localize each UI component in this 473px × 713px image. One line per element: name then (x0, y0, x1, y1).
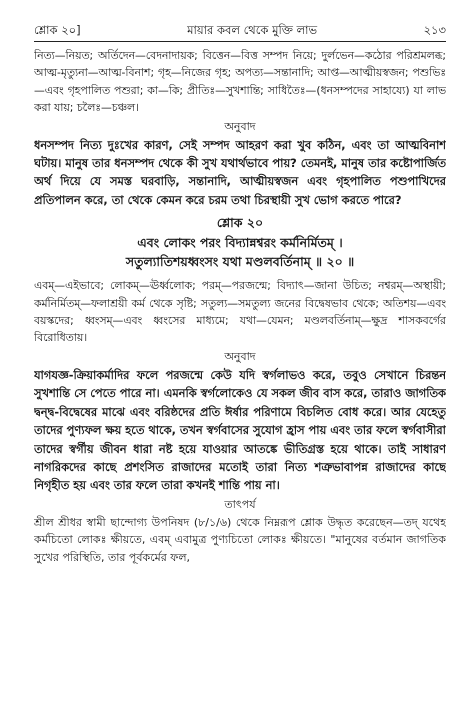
purport-heading: তাৎপর্য (224, 497, 256, 511)
header-rule (34, 41, 446, 42)
running-header (34, 22, 446, 39)
verse-block (34, 213, 446, 271)
verse-line-2: সতুল্যাতিশয়ধ্বংসং যথা মণ্ডলবর্তিনাম্ ॥ ২০ ॥ (125, 254, 355, 270)
word-meanings: এবম্—এইভাবে; লোকম্—ঊর্ধ্বলোক; পরম্—পরজন্মে; বিদ্যাৎ—জানা উচিত; নশ্বরম্—অস্থায়ী; কর্মনির্মিতম্—ফলাশ্রয়ী কর্ম থেকে সৃষ্টি; সতুল্য—সমতুল্য জনের বিদ্বেষভাব থেকে; অতিশয়—এবং বয়স্কদের; ধ্বংসম্—এবং ধ্বংসের মাধ্যমে; যথা—যেমন; মণ্ডলবর্তিনাম্—ক্ষুদ্র শাসকবর্গের বিরোধিতায়। (34, 279, 446, 345)
verse-line-1: এবং লোকং পরং বিদ্যান্নশ্বরং কর্মনির্মিতম্ । (137, 235, 343, 251)
translation-heading-2: অনুবাদ (224, 349, 256, 363)
header-verse-ref: শ্লোক ২০] (34, 23, 81, 37)
translation-heading: অনুবাদ (224, 119, 256, 133)
purport-text: শ্রীল শ্রীধর স্বামী ছান্দোগ্য উপনিষদ (৮/১/৬) থেকে নিম্নরূপ শ্লোক উদ্ধৃত করেছেন—তদ্ যথেহ কর্মচিতো লোকঃ ক্ষীয়তে, এবম্ এবামুত্র পুণ্যচিতো লোকঃ ক্ষীয়তে। "মানুষের বর্তমান জাগতিক সুখের পরিস্থিতি, তার পূর্বকর্মের ফল, (34, 515, 446, 564)
page-number: ২১৩ (423, 23, 446, 37)
translation-previous: ধনসম্পদ নিত্য দুঃখের কারণ, সেই সম্পদ আহরণ করা খুব কঠিন, এবং তা আত্মবিনাশ ঘটায়। মানুষ তার ধনসম্পদ থেকে কী সুখ যথার্থভাবে পায়? তেমনই, মানুষ তার কষ্টোপার্জিত অর্থ দিয়ে যে সমস্ত ঘরবাড়ি, সন্তানাদি, আত্মীয়স্বজন এবং গৃহপালিত পশুপাখিদের প্রতিপালন করে, তা থেকে কেমন করে চরম তথা চিরস্থায়ী সুখ ভোগ করতে পারে? (34, 137, 446, 207)
book-page (34, 22, 446, 694)
word-meanings-previous: নিত্য—নিয়ত; অর্তিদেন—বেদনাদায়ক; বিত্তেন—বিত্ত সম্পদ নিয়ে; দুর্লভেন—কঠোর পরিশ্রমলব্ধ; আত্ম-মৃত্যুনা—আত্ম-বিনাশ; গৃহ—নিজের গৃহ; অপত্য—সন্তানাদি; আপ্ত—আত্মীয়স্বজন; পশুভিঃ—এবং গৃহপালিত পশুরা; কা—কি; প্রীতিঃ—সুখশান্তি; সাধিতৈঃ—(ধনসম্পদের সাহায্যে) যা লাভ করা যায়; চলৈঃ—চঞ্চল। (34, 49, 446, 115)
header-chapter-title: মায়ার কবল থেকে মুক্তি লাভ (187, 23, 318, 37)
verse-number-heading: শ্লোক ২০ (216, 215, 264, 231)
translation: যাগযজ্ঞ-ক্রিয়াকর্মাদির ফলে পরজন্মে কেউ যদি স্বর্গলাভও করে, তবুও সেখানে চিরন্তন সুখশান্তি সে পেতে পারে না। এমনকি স্বর্গলোকেও যে সকল জীব বাস করে, তারাও জাগতিক দ্বন্দ্ব-বিদ্বেষের মাঝে এবং বরিষ্ঠদের প্রতি ঈর্ষার পরিণামে বিচলিত বোধ করে। আর যেহেতু তাদের পুণ্যফল ক্ষয় হতে থাকে, তখন স্বর্গবাসের সুযোগ হ্রাস পায় এবং তার ফলে স্বর্গবাসীরা তাদের স্বর্গীয় জীবন ধারা নষ্ট হয়ে যাওয়ার আতঙ্কে ভীতিগ্রস্ত হয়ে থাকে। তাই সাধারণ নাগরিকদের কাছে প্রশংসিত রাজাদের মতোই তারা নিত্য শত্রুভাবাপন্ন রাজাদের কাছে নিগৃহীত হয় এবং তার ফলে তারা কখনই শান্তি পায় না। (34, 367, 446, 493)
